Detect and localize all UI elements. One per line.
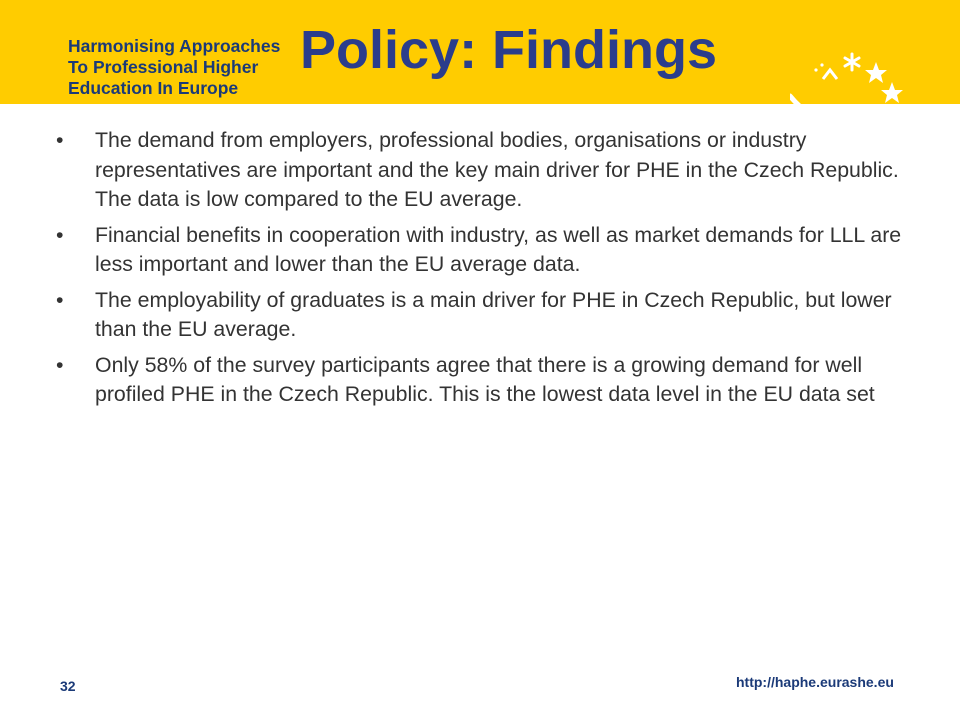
emblem-arc [790,96,870,122]
bullet-text: Only 58% of the survey participants agree that there is a growing demand for well profiled PHE in the Czech Republic. This is the lowest data level in the EU data set [95,352,875,406]
slide-title: Policy: Findings [300,20,718,80]
emblem-asterisk [845,54,859,70]
logo [68,36,280,99]
bullet-text: The employability of graduates is a main driver for PHE in Czech Republic, but lower than the EU average. [95,287,892,341]
list-item [56,221,906,280]
list-item [56,351,906,410]
emblem-dot [814,68,817,71]
bullet-marker: • [56,287,64,312]
footer-url-link[interactable]: http://haphe.eurashe.eu [736,674,894,690]
eu-stars-emblem-icon [790,34,930,134]
page-number: 32 [60,678,76,694]
emblem-caret [823,70,837,79]
bullet-marker: • [56,128,64,152]
logo-line-1: Harmonising Approaches [68,36,281,56]
list-item [56,126,906,215]
bullet-marker: • [56,352,64,377]
bullet-text: Financial benefits in cooperation with industry, as well as market demands for LLL are less important and lower than the EU average data. [95,222,902,276]
logo-line-2: To Professional Higher [68,57,259,77]
emblem-dot [820,63,823,66]
emblem-star [881,82,903,103]
bullet-list [56,126,906,416]
list-item [56,286,906,345]
bullet-text: The demand from employers, professional bodies, organisations or industry representatives are important and the key main driver for PHE in the Czech Republic. The data is low compared to the EU average. [95,128,899,211]
logo-line-3: Education In Europe [68,78,239,98]
emblem-star [865,62,887,83]
bullet-marker: • [56,222,64,247]
